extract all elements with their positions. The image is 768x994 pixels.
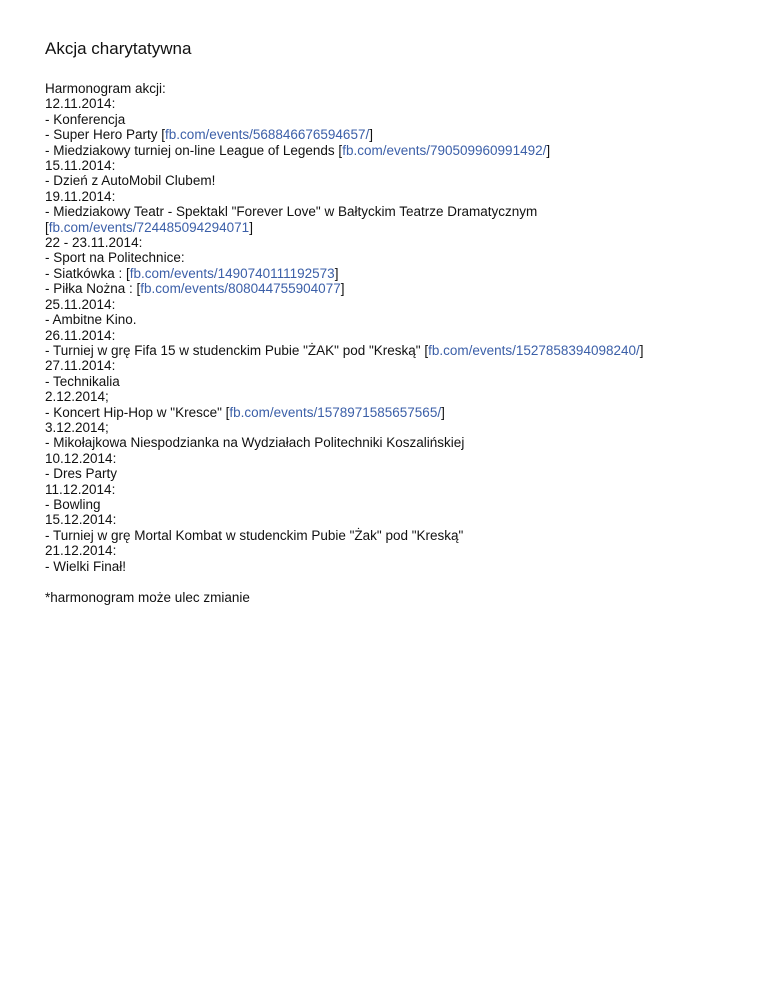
schedule-line [45,497,745,512]
schedule-line-text: - Turniej w grę Mortal Kombat w studenckim Pubie "Żak" pod "Kreską" [45,527,464,543]
schedule-line-text: - Piłka Nożna : [ [45,281,141,297]
schedule-line [45,343,745,358]
schedule-line-text: 2.12.2014; [45,389,109,405]
schedule-line-text: 27.11.2014: [45,358,116,374]
schedule-line [45,96,745,111]
event-link[interactable]: fb.com/events/724485094294071 [48,219,250,235]
schedule-line [45,250,745,265]
schedule-line-text: 22 - 23.11.2014: [45,235,143,251]
schedule-line-text: - Miedziakowy Teatr - Spektakl "Forever Love" w Bałtyckim Teatrze Dramatycznym [ [45,204,538,235]
schedule-line-text: 12.11.2014: [45,96,116,112]
schedule-line-text: - Dres Party [45,466,118,482]
schedule-line [45,189,745,204]
bracket-close: ] [340,281,345,297]
schedule-line [45,512,745,527]
event-link[interactable]: fb.com/events/1578971585657565/ [229,404,442,420]
schedule-line [45,312,745,327]
schedule-line [45,235,745,250]
schedule-line-text: - Wielki Finał! [45,558,127,574]
schedule-line-text: - Miedziakowy turniej on-line League of Legends [ [45,142,343,158]
schedule-line-text: - Bowling [45,496,101,512]
schedule-line-text: 25.11.2014: [45,296,116,312]
schedule-line-text: 10.12.2014: [45,450,117,466]
schedule-line [45,405,745,420]
schedule-line [45,358,745,373]
schedule-line-text: - Mikołajkowa Niespodzianka na Wydziałach Politechniki Koszalińskiej [45,435,465,451]
schedule-line-text: 15.11.2014: [45,158,116,174]
schedule-line-text: - Dzień z AutoMobil Clubem! [45,173,216,189]
bracket-close: ] [546,142,551,158]
bracket-close: ] [249,219,253,235]
bracket-close: ] [639,342,644,358]
schedule-line-text: 15.12.2014: [45,512,117,528]
event-link[interactable]: fb.com/events/568846676594657/ [165,127,370,143]
schedule-line [45,127,745,142]
page-title: Akcja charytatywna [45,39,192,58]
schedule-line [45,158,745,173]
schedule-line [45,389,745,404]
schedule-line-text: 21.12.2014: [45,543,117,559]
schedule-heading: Harmonogram akcji: [45,81,166,96]
schedule-line-text: 3.12.2014; [45,419,109,435]
schedule-line [45,143,745,158]
schedule-line [45,266,745,281]
event-link[interactable]: fb.com/events/808044755904077 [140,281,341,297]
schedule-line-text: - Koncert Hip-Hop w "Kresce" [ [45,404,230,420]
schedule-line-text: - Sport na Politechnice: [45,250,185,266]
schedule-line-text: - Konferencja [45,111,126,127]
schedule-line [45,528,745,543]
schedule-line [45,297,745,312]
schedule-line [45,435,745,450]
event-link[interactable]: fb.com/events/1490740111192573 [129,265,335,281]
schedule-line [45,543,745,558]
schedule-line [45,466,745,481]
schedule [45,81,745,574]
schedule-line-text: - Turniej w grę Fifa 15 w studenckim Pubie "ŻAK" pod "Kreską" [ [45,342,429,358]
schedule-line-text: 26.11.2014: [45,327,116,343]
event-link[interactable]: fb.com/events/1527858394098240/ [428,342,640,358]
schedule-line-text: - Siatkówka : [ [45,265,130,281]
footnote: *harmonogram może ulec zmianie [45,590,250,605]
schedule-line [45,281,745,296]
schedule-line-text: 19.11.2014: [45,188,116,204]
schedule-line [45,559,745,574]
schedule-line [45,112,745,127]
schedule-line-text: 11.12.2014: [45,481,116,497]
schedule-line-text: - Technikalia [45,373,120,389]
schedule-line [45,451,745,466]
schedule-line [45,328,745,343]
schedule-line [45,173,745,188]
schedule-line [45,420,745,435]
bracket-close: ] [441,404,445,420]
schedule-line [45,204,685,235]
schedule-line [45,374,745,389]
event-link[interactable]: fb.com/events/790509960991492/ [342,142,547,158]
schedule-list [45,96,745,574]
bracket-close: ] [369,127,373,143]
bracket-close: ] [334,265,339,281]
schedule-line-text: - Ambitne Kino. [45,312,137,328]
schedule-line [45,482,745,497]
schedule-line-text: - Super Hero Party [ [45,127,166,143]
